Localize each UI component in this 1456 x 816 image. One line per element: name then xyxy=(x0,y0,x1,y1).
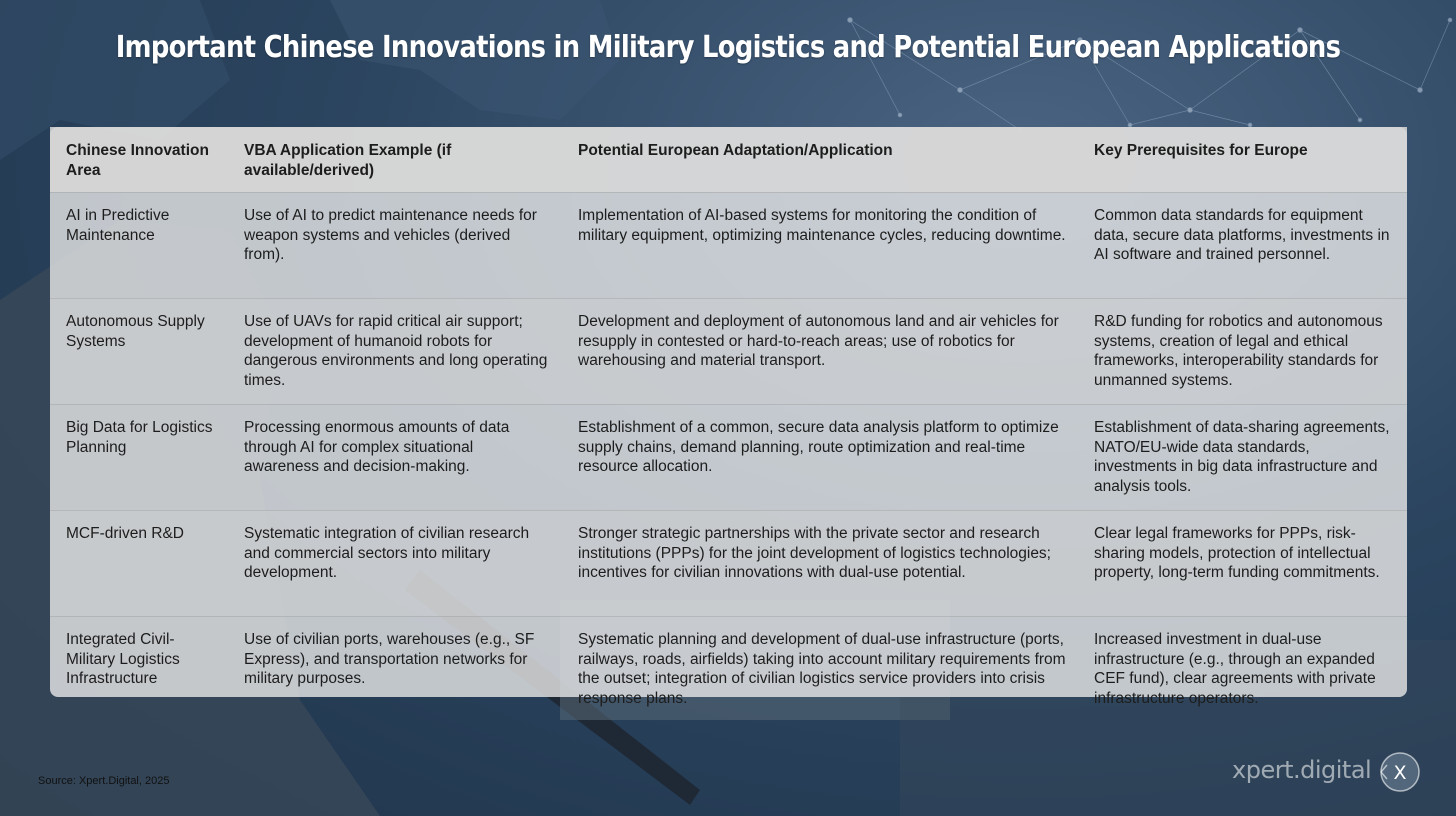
cell-innovation-area: Integrated Civil-Military Logistics Infrastructure xyxy=(66,631,180,687)
cell-innovation-area: MCF-driven R&D xyxy=(66,525,184,542)
cell-european-adaptation: Establishment of a common, secure data analysis platform to optimize supply chains, demand planning, route optimization and real-time resource allocation. xyxy=(578,419,1059,475)
table-header-row xyxy=(50,127,1407,192)
table-row xyxy=(50,298,1407,404)
cell-vba-example: Use of UAVs for rapid critical air support; development of humanoid robots for dangerous environments and long operating times. xyxy=(244,313,548,389)
cell-european-adaptation: Stronger strategic partnerships with the private sector and research institutions (PPPs) for the joint development of logistics technologies; incentives for civilian innovations with dual-use potential. xyxy=(578,525,1051,581)
cell-prerequisites: Common data standards for equipment data, secure data platforms, investments in AI software and trained personnel. xyxy=(1094,207,1390,263)
cell-european-adaptation: Implementation of AI-based systems for monitoring the condition of military equipment, optimizing maintenance cycles, reducing downtime. xyxy=(578,207,1066,244)
cell-innovation-area: AI in Predictive Maintenance xyxy=(66,207,170,244)
header-european-adaptation: Potential European Adaptation/Application xyxy=(578,142,893,159)
source-caption: Source: Xpert.Digital, 2025 xyxy=(38,775,170,787)
header-innovation-area: Chinese Innovation Area xyxy=(66,142,209,179)
cell-vba-example: Use of AI to predict maintenance needs for weapon systems and vehicles (derived from). xyxy=(244,207,537,263)
brand-logo-letter: X xyxy=(1393,762,1407,784)
cell-european-adaptation: Development and deployment of autonomous land and air vehicles for resupply in contested or hard-to-reach areas; use of robotics for warehousing and material transport. xyxy=(578,313,1059,369)
header-prerequisites: Key Prerequisites for Europe xyxy=(1094,142,1308,159)
cell-vba-example: Use of civilian ports, warehouses (e.g., SF Express), and transportation networks for military purposes. xyxy=(244,631,535,687)
table-row xyxy=(50,192,1407,298)
page-title: Important Chinese Innovations in Military Logistics and Potential European Applications xyxy=(115,30,1341,65)
cell-european-adaptation: Systematic planning and development of dual-use infrastructure (ports, railways, roads, airfields) taking into account military requirements from the outset; integration of civilian logistics service providers into crisis response plans. xyxy=(578,631,1066,707)
cell-prerequisites: Increased investment in dual-use infrastructure (e.g., through an expanded CEF fund), clear agreements with private infrastructure operators. xyxy=(1094,631,1376,707)
innovations-table xyxy=(50,127,1407,707)
cell-vba-example: Systematic integration of civilian research and commercial sectors into military development. xyxy=(244,525,530,581)
brand-name: xpert.digital xyxy=(1232,756,1372,784)
table-row xyxy=(50,404,1407,510)
table-row xyxy=(50,616,1407,722)
table-row xyxy=(50,510,1407,616)
cell-prerequisites: Establishment of data-sharing agreements, NATO/EU-wide data standards, investments in big data infrastructure and analysis tools. xyxy=(1094,419,1390,495)
cell-innovation-area: Autonomous Supply Systems xyxy=(66,313,205,350)
cell-vba-example: Processing enormous amounts of data through AI for complex situational awareness and decision-making. xyxy=(244,419,510,475)
cell-prerequisites: Clear legal frameworks for PPPs, risk-sharing models, protection of intellectual property, long-term funding commitments. xyxy=(1094,525,1380,581)
brand-logo-icon xyxy=(1379,751,1421,793)
cell-innovation-area: Big Data for Logistics Planning xyxy=(66,419,213,456)
header-vba-example: VBA Application Example (if available/derived) xyxy=(244,142,452,179)
cell-prerequisites: R&D funding for robotics and autonomous systems, creation of legal and ethical frameworks, interoperability standards for unmanned systems. xyxy=(1094,313,1383,389)
